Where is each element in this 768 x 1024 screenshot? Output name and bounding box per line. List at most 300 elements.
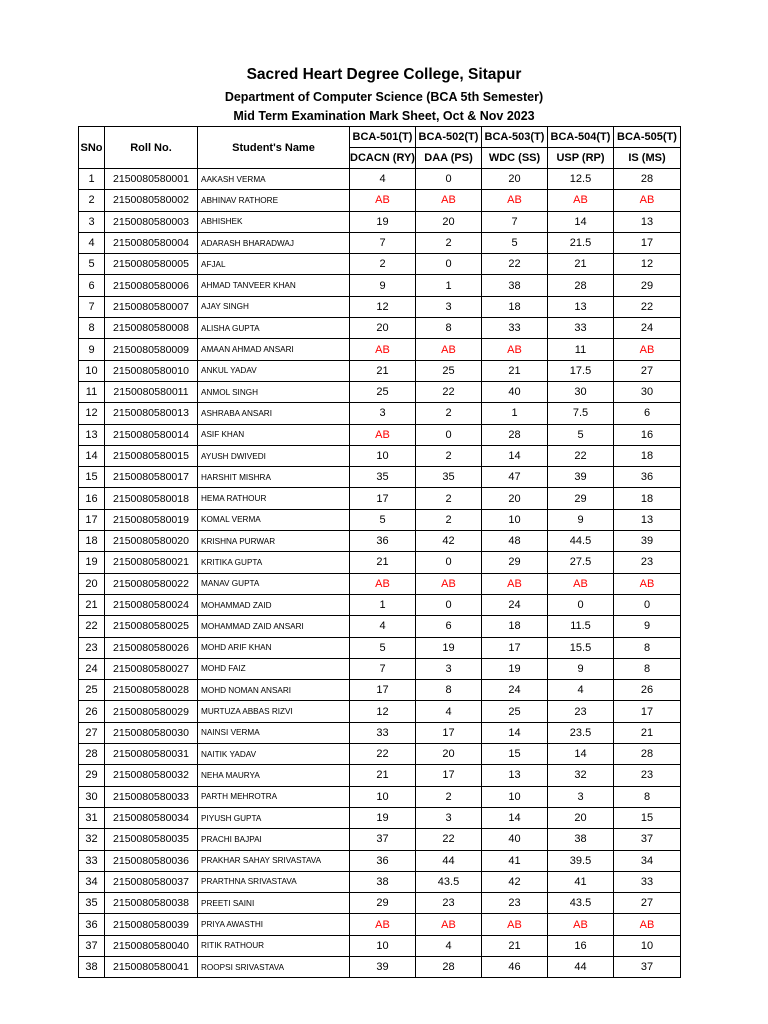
marks-cell: 23 bbox=[614, 765, 681, 786]
marks-cell: 21 bbox=[614, 722, 681, 743]
marks-cell: 28 bbox=[614, 744, 681, 765]
student-name-cell: MOHAMMAD ZAID bbox=[198, 594, 350, 615]
marks-cell: 19 bbox=[482, 658, 548, 679]
student-row bbox=[79, 786, 681, 807]
student-rows bbox=[79, 169, 681, 978]
subject-code-header: BCA-505(T) bbox=[614, 127, 681, 148]
marks-cell: AB bbox=[482, 573, 548, 594]
subject-paper-header: DCACN (RY) bbox=[350, 148, 416, 169]
student-name-cell: ROOPSI SRIVASTAVA bbox=[198, 956, 350, 977]
marks-cell: 23 bbox=[416, 893, 482, 914]
student-row bbox=[79, 190, 681, 211]
student-name-cell: RITIK RATHOUR bbox=[198, 935, 350, 956]
marks-cell: 25 bbox=[482, 701, 548, 722]
marks-cell: AB bbox=[614, 339, 681, 360]
serial-number-cell: 19 bbox=[79, 552, 105, 573]
serial-number-cell: 29 bbox=[79, 765, 105, 786]
serial-number-cell: 37 bbox=[79, 935, 105, 956]
marks-cell: AB bbox=[350, 573, 416, 594]
student-name-cell: AAKASH VERMA bbox=[198, 169, 350, 190]
marks-cell: 1 bbox=[482, 403, 548, 424]
student-row bbox=[79, 531, 681, 552]
student-row bbox=[79, 318, 681, 339]
marks-cell: 15.5 bbox=[548, 637, 614, 658]
serial-number-cell: 33 bbox=[79, 850, 105, 871]
serial-number-cell: 32 bbox=[79, 829, 105, 850]
marks-cell: 33 bbox=[482, 318, 548, 339]
roll-number-cell: 2150080580005 bbox=[105, 254, 198, 275]
marks-cell: 24 bbox=[482, 594, 548, 615]
subject-code-header: BCA-502(T) bbox=[416, 127, 482, 148]
marks-cell: 44 bbox=[416, 850, 482, 871]
marks-cell: 38 bbox=[482, 275, 548, 296]
marks-cell: 41 bbox=[482, 850, 548, 871]
roll-number-cell: 2150080580025 bbox=[105, 616, 198, 637]
col-roll-header: Roll No. bbox=[105, 127, 198, 169]
marks-cell: 33 bbox=[548, 318, 614, 339]
student-row bbox=[79, 914, 681, 935]
mark-sheet-table bbox=[78, 126, 681, 978]
student-name-cell: KOMAL VERMA bbox=[198, 509, 350, 530]
marks-cell: 0 bbox=[614, 594, 681, 615]
marks-cell: 22 bbox=[614, 296, 681, 317]
college-title: Sacred Heart Degree College, Sitapur bbox=[246, 66, 522, 83]
department-subtitle: Department of Computer Science (BCA 5th Semester) bbox=[224, 90, 544, 104]
marks-cell: 27.5 bbox=[548, 552, 614, 573]
marks-cell: 23 bbox=[482, 893, 548, 914]
col-sno-header: SNo bbox=[79, 127, 105, 169]
serial-number-cell: 12 bbox=[79, 403, 105, 424]
student-name-cell: NAINSI VERMA bbox=[198, 722, 350, 743]
serial-number-cell: 20 bbox=[79, 573, 105, 594]
marks-cell: 22 bbox=[482, 254, 548, 275]
marks-cell: 40 bbox=[482, 381, 548, 402]
roll-number-cell: 2150080580031 bbox=[105, 744, 198, 765]
marks-cell: 1 bbox=[416, 275, 482, 296]
student-row bbox=[79, 488, 681, 509]
marks-cell: 12 bbox=[350, 296, 416, 317]
roll-number-cell: 2150080580019 bbox=[105, 509, 198, 530]
marks-cell: 42 bbox=[482, 871, 548, 892]
roll-number-cell: 2150080580007 bbox=[105, 296, 198, 317]
roll-number-cell: 2150080580030 bbox=[105, 722, 198, 743]
marks-cell: 6 bbox=[614, 403, 681, 424]
student-name-cell: AFJAL bbox=[198, 254, 350, 275]
marks-cell: 17 bbox=[614, 232, 681, 253]
marks-cell: 37 bbox=[614, 956, 681, 977]
serial-number-cell: 17 bbox=[79, 509, 105, 530]
student-name-cell: AYUSH DWIVEDI bbox=[198, 445, 350, 466]
marks-cell: 32 bbox=[548, 765, 614, 786]
roll-number-cell: 2150080580020 bbox=[105, 531, 198, 552]
marks-cell: 17 bbox=[416, 765, 482, 786]
student-name-cell: NEHA MAURYA bbox=[198, 765, 350, 786]
marks-cell: 9 bbox=[548, 509, 614, 530]
marks-cell: 0 bbox=[548, 594, 614, 615]
subject-paper-header: USP (RP) bbox=[548, 148, 614, 169]
student-name-cell: PRAKHAR SAHAY SRIVASTAVA bbox=[198, 850, 350, 871]
marks-cell: AB bbox=[548, 573, 614, 594]
marks-cell: 17 bbox=[350, 488, 416, 509]
student-row bbox=[79, 680, 681, 701]
marks-cell: 29 bbox=[482, 552, 548, 573]
subject-paper-header: IS (MS) bbox=[614, 148, 681, 169]
serial-number-cell: 11 bbox=[79, 381, 105, 402]
subject-code-header: BCA-501(T) bbox=[350, 127, 416, 148]
roll-number-cell: 2150080580003 bbox=[105, 211, 198, 232]
marks-cell: 15 bbox=[614, 807, 681, 828]
student-row bbox=[79, 381, 681, 402]
subject-paper-header: DAA (PS) bbox=[416, 148, 482, 169]
serial-number-cell: 28 bbox=[79, 744, 105, 765]
marks-cell: 21 bbox=[350, 360, 416, 381]
marks-cell: 25 bbox=[416, 360, 482, 381]
marks-cell: 37 bbox=[614, 829, 681, 850]
student-name-cell: MOHD ARIF KHAN bbox=[198, 637, 350, 658]
marks-cell: 17 bbox=[482, 637, 548, 658]
marks-cell: 21 bbox=[482, 935, 548, 956]
marks-cell: 19 bbox=[416, 637, 482, 658]
roll-number-cell: 2150080580010 bbox=[105, 360, 198, 381]
serial-number-cell: 10 bbox=[79, 360, 105, 381]
marks-cell: 2 bbox=[350, 254, 416, 275]
marks-cell: 7 bbox=[350, 232, 416, 253]
marks-cell: 9 bbox=[548, 658, 614, 679]
serial-number-cell: 16 bbox=[79, 488, 105, 509]
roll-number-cell: 2150080580022 bbox=[105, 573, 198, 594]
marks-cell: 18 bbox=[614, 445, 681, 466]
marks-cell: 9 bbox=[350, 275, 416, 296]
marks-cell: AB bbox=[614, 573, 681, 594]
marks-cell: 35 bbox=[350, 467, 416, 488]
marks-cell: 5 bbox=[482, 232, 548, 253]
marks-cell: 13 bbox=[614, 509, 681, 530]
marks-cell: 8 bbox=[614, 637, 681, 658]
marks-cell: 39 bbox=[350, 956, 416, 977]
marks-cell: 3 bbox=[416, 658, 482, 679]
roll-number-cell: 2150080580027 bbox=[105, 658, 198, 679]
marks-cell: 21 bbox=[350, 552, 416, 573]
student-name-cell: PRIYA AWASTHI bbox=[198, 914, 350, 935]
marks-cell: 37 bbox=[350, 829, 416, 850]
student-name-cell: AMAAN AHMAD ANSARI bbox=[198, 339, 350, 360]
student-row bbox=[79, 594, 681, 615]
student-name-cell: HARSHIT MISHRA bbox=[198, 467, 350, 488]
student-name-cell: AHMAD TANVEER KHAN bbox=[198, 275, 350, 296]
marks-cell: 38 bbox=[350, 871, 416, 892]
subject-code-header: BCA-504(T) bbox=[548, 127, 614, 148]
marks-cell: 2 bbox=[416, 786, 482, 807]
student-row bbox=[79, 616, 681, 637]
student-row bbox=[79, 360, 681, 381]
student-name-cell: ABHISHEK bbox=[198, 211, 350, 232]
roll-number-cell: 2150080580018 bbox=[105, 488, 198, 509]
student-name-cell: ANMOL SINGH bbox=[198, 381, 350, 402]
student-row bbox=[79, 424, 681, 445]
serial-number-cell: 26 bbox=[79, 701, 105, 722]
marks-cell: 20 bbox=[548, 807, 614, 828]
marks-cell: 3 bbox=[548, 786, 614, 807]
marks-cell: 40 bbox=[482, 829, 548, 850]
serial-number-cell: 35 bbox=[79, 893, 105, 914]
marks-cell: 4 bbox=[416, 701, 482, 722]
marks-cell: 5 bbox=[350, 509, 416, 530]
marks-cell: 8 bbox=[614, 658, 681, 679]
roll-number-cell: 2150080580008 bbox=[105, 318, 198, 339]
marks-cell: 18 bbox=[482, 296, 548, 317]
marks-cell: 33 bbox=[350, 722, 416, 743]
marks-cell: 21 bbox=[482, 360, 548, 381]
marks-cell: 15 bbox=[482, 744, 548, 765]
marks-cell: 38 bbox=[548, 829, 614, 850]
marks-cell: 3 bbox=[416, 807, 482, 828]
serial-number-cell: 9 bbox=[79, 339, 105, 360]
student-name-cell: NAITIK YADAV bbox=[198, 744, 350, 765]
serial-number-cell: 2 bbox=[79, 190, 105, 211]
serial-number-cell: 36 bbox=[79, 914, 105, 935]
serial-number-cell: 24 bbox=[79, 658, 105, 679]
marks-cell: 22 bbox=[416, 829, 482, 850]
marks-cell: 27 bbox=[614, 360, 681, 381]
marks-cell: 36 bbox=[350, 850, 416, 871]
roll-number-cell: 2150080580038 bbox=[105, 893, 198, 914]
student-name-cell: ABHINAV RATHORE bbox=[198, 190, 350, 211]
student-row bbox=[79, 850, 681, 871]
marks-cell: AB bbox=[482, 914, 548, 935]
marks-cell: 17 bbox=[416, 722, 482, 743]
marks-cell: 46 bbox=[482, 956, 548, 977]
marks-cell: 8 bbox=[416, 318, 482, 339]
serial-number-cell: 23 bbox=[79, 637, 105, 658]
marks-cell: 0 bbox=[416, 254, 482, 275]
marks-cell: 12 bbox=[350, 701, 416, 722]
marks-cell: 17.5 bbox=[548, 360, 614, 381]
student-name-cell: MANAV GUPTA bbox=[198, 573, 350, 594]
marks-cell: 34 bbox=[614, 850, 681, 871]
marks-cell: AB bbox=[416, 914, 482, 935]
marks-cell: 22 bbox=[548, 445, 614, 466]
marks-cell: 6 bbox=[416, 616, 482, 637]
marks-cell: 12.5 bbox=[548, 169, 614, 190]
marks-cell: 10 bbox=[614, 935, 681, 956]
marks-cell: 44.5 bbox=[548, 531, 614, 552]
marks-cell: AB bbox=[350, 339, 416, 360]
marks-cell: AB bbox=[350, 914, 416, 935]
marks-cell: 13 bbox=[482, 765, 548, 786]
marks-cell: 9 bbox=[614, 616, 681, 637]
marks-cell: 7.5 bbox=[548, 403, 614, 424]
marks-cell: 41 bbox=[548, 871, 614, 892]
marks-cell: 3 bbox=[416, 296, 482, 317]
student-row bbox=[79, 893, 681, 914]
marks-cell: 22 bbox=[350, 744, 416, 765]
student-row bbox=[79, 701, 681, 722]
serial-number-cell: 15 bbox=[79, 467, 105, 488]
serial-number-cell: 4 bbox=[79, 232, 105, 253]
student-name-cell: ANKUL YADAV bbox=[198, 360, 350, 381]
student-name-cell: PIYUSH GUPTA bbox=[198, 807, 350, 828]
marks-cell: AB bbox=[350, 190, 416, 211]
student-row bbox=[79, 552, 681, 573]
marks-cell: 48 bbox=[482, 531, 548, 552]
marks-cell: 5 bbox=[548, 424, 614, 445]
marks-cell: 30 bbox=[614, 381, 681, 402]
student-name-cell: MOHD NOMAN ANSARI bbox=[198, 680, 350, 701]
marks-cell: AB bbox=[416, 573, 482, 594]
marks-cell: 18 bbox=[482, 616, 548, 637]
serial-number-cell: 5 bbox=[79, 254, 105, 275]
roll-number-cell: 2150080580041 bbox=[105, 956, 198, 977]
marks-cell: 28 bbox=[416, 956, 482, 977]
roll-number-cell: 2150080580021 bbox=[105, 552, 198, 573]
student-row bbox=[79, 807, 681, 828]
marks-cell: 25 bbox=[350, 381, 416, 402]
student-row bbox=[79, 445, 681, 466]
exam-subtitle: Mid Term Examination Mark Sheet, Oct & Nov 2023 bbox=[233, 109, 535, 123]
marks-cell: 20 bbox=[350, 318, 416, 339]
marks-cell: 21 bbox=[548, 254, 614, 275]
student-row bbox=[79, 211, 681, 232]
serial-number-cell: 25 bbox=[79, 680, 105, 701]
serial-number-cell: 34 bbox=[79, 871, 105, 892]
marks-cell: 1 bbox=[350, 594, 416, 615]
marks-cell: 11.5 bbox=[548, 616, 614, 637]
marks-cell: 39 bbox=[614, 531, 681, 552]
student-name-cell: PREETI SAINI bbox=[198, 893, 350, 914]
marks-cell: 29 bbox=[548, 488, 614, 509]
roll-number-cell: 2150080580040 bbox=[105, 935, 198, 956]
marks-cell: 2 bbox=[416, 232, 482, 253]
marks-cell: 36 bbox=[350, 531, 416, 552]
marks-cell: 24 bbox=[614, 318, 681, 339]
marks-cell: 23 bbox=[548, 701, 614, 722]
serial-number-cell: 31 bbox=[79, 807, 105, 828]
student-name-cell: ADARASH BHARADWAJ bbox=[198, 232, 350, 253]
marks-cell: 23 bbox=[614, 552, 681, 573]
marks-cell: 19 bbox=[350, 807, 416, 828]
serial-number-cell: 18 bbox=[79, 531, 105, 552]
roll-number-cell: 2150080580036 bbox=[105, 850, 198, 871]
marks-cell: 8 bbox=[614, 786, 681, 807]
marks-cell: 30 bbox=[548, 381, 614, 402]
marks-cell: 47 bbox=[482, 467, 548, 488]
marks-cell: 16 bbox=[548, 935, 614, 956]
marks-cell: 23.5 bbox=[548, 722, 614, 743]
roll-number-cell: 2150080580006 bbox=[105, 275, 198, 296]
marks-cell: 2 bbox=[416, 445, 482, 466]
marks-cell: 14 bbox=[482, 445, 548, 466]
roll-number-cell: 2150080580033 bbox=[105, 786, 198, 807]
student-name-cell: PRACHI BAJPAI bbox=[198, 829, 350, 850]
student-row bbox=[79, 232, 681, 253]
marks-cell: 18 bbox=[614, 488, 681, 509]
subject-code-header: BCA-503(T) bbox=[482, 127, 548, 148]
marks-cell: 12 bbox=[614, 254, 681, 275]
student-name-cell: KRITIKA GUPTA bbox=[198, 552, 350, 573]
marks-cell: 26 bbox=[614, 680, 681, 701]
student-row bbox=[79, 169, 681, 190]
serial-number-cell: 14 bbox=[79, 445, 105, 466]
marks-cell: AB bbox=[614, 190, 681, 211]
student-name-cell: KRISHNA PURWAR bbox=[198, 531, 350, 552]
serial-number-cell: 6 bbox=[79, 275, 105, 296]
roll-number-cell: 2150080580028 bbox=[105, 680, 198, 701]
student-name-cell: ASHRABA ANSARI bbox=[198, 403, 350, 424]
roll-number-cell: 2150080580039 bbox=[105, 914, 198, 935]
roll-number-cell: 2150080580002 bbox=[105, 190, 198, 211]
marks-cell: AB bbox=[482, 190, 548, 211]
serial-number-cell: 22 bbox=[79, 616, 105, 637]
marks-cell: 17 bbox=[614, 701, 681, 722]
serial-number-cell: 7 bbox=[79, 296, 105, 317]
marks-cell: AB bbox=[548, 914, 614, 935]
roll-number-cell: 2150080580024 bbox=[105, 594, 198, 615]
marks-cell: 2 bbox=[416, 509, 482, 530]
student-row bbox=[79, 296, 681, 317]
marks-cell: 14 bbox=[548, 211, 614, 232]
student-row bbox=[79, 573, 681, 594]
marks-cell: 2 bbox=[416, 403, 482, 424]
marks-cell: AB bbox=[416, 190, 482, 211]
marks-cell: 2 bbox=[416, 488, 482, 509]
serial-number-cell: 38 bbox=[79, 956, 105, 977]
marks-cell: 10 bbox=[482, 786, 548, 807]
marks-cell: AB bbox=[548, 190, 614, 211]
marks-cell: 22 bbox=[416, 381, 482, 402]
roll-number-cell: 2150080580017 bbox=[105, 467, 198, 488]
serial-number-cell: 30 bbox=[79, 786, 105, 807]
student-name-cell: MOHAMMAD ZAID ANSARI bbox=[198, 616, 350, 637]
student-row bbox=[79, 956, 681, 977]
marks-cell: 20 bbox=[482, 488, 548, 509]
marks-cell: 0 bbox=[416, 552, 482, 573]
student-row bbox=[79, 722, 681, 743]
roll-number-cell: 2150080580029 bbox=[105, 701, 198, 722]
marks-cell: 20 bbox=[416, 744, 482, 765]
marks-cell: 24 bbox=[482, 680, 548, 701]
student-name-cell: ASIF KHAN bbox=[198, 424, 350, 445]
student-row bbox=[79, 339, 681, 360]
marks-cell: 14 bbox=[482, 722, 548, 743]
student-row bbox=[79, 871, 681, 892]
roll-number-cell: 2150080580037 bbox=[105, 871, 198, 892]
marks-cell: 4 bbox=[350, 616, 416, 637]
marks-cell: 8 bbox=[416, 680, 482, 701]
marks-cell: 29 bbox=[350, 893, 416, 914]
student-row bbox=[79, 509, 681, 530]
marks-cell: 29 bbox=[614, 275, 681, 296]
marks-cell: 17 bbox=[350, 680, 416, 701]
marks-cell: 44 bbox=[548, 956, 614, 977]
serial-number-cell: 21 bbox=[79, 594, 105, 615]
student-row bbox=[79, 275, 681, 296]
roll-number-cell: 2150080580035 bbox=[105, 829, 198, 850]
marks-cell: 0 bbox=[416, 594, 482, 615]
student-row bbox=[79, 403, 681, 424]
student-row bbox=[79, 658, 681, 679]
marks-cell: 28 bbox=[548, 275, 614, 296]
marks-cell: 27 bbox=[614, 893, 681, 914]
marks-cell: 0 bbox=[416, 424, 482, 445]
marks-cell: 4 bbox=[548, 680, 614, 701]
student-row bbox=[79, 765, 681, 786]
serial-number-cell: 27 bbox=[79, 722, 105, 743]
marks-cell: 42 bbox=[416, 531, 482, 552]
marks-cell: 28 bbox=[482, 424, 548, 445]
student-name-cell: MURTUZA ABBAS RIZVI bbox=[198, 701, 350, 722]
student-name-cell: PRARTHNA SRIVASTAVA bbox=[198, 871, 350, 892]
student-name-cell: MOHD FAIZ bbox=[198, 658, 350, 679]
